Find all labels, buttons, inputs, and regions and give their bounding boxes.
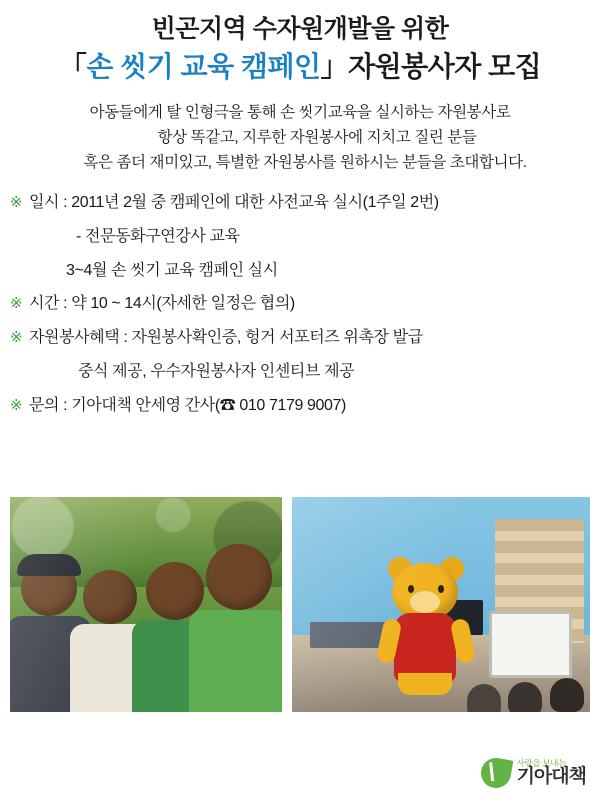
intro-paragraph <box>0 100 600 175</box>
info-item-schedule-sub-2: 3~4월 손 씻기 교육 캠페인 실시 <box>66 261 278 279</box>
info-item-benefits-sub-1: 중식 제공, 우수자원봉사자 인센티브 제공 <box>78 362 355 380</box>
whiteboard <box>489 611 572 677</box>
info-item-contact <box>10 394 582 419</box>
page-title-line2 <box>14 49 586 85</box>
child-figure <box>21 560 77 712</box>
info-list <box>0 191 600 419</box>
audience-child <box>550 678 584 712</box>
info-item-time-text: 시간 : 약 10 ~ 14시(자세한 일정은 협의) <box>29 295 295 313</box>
photo-row <box>10 497 590 712</box>
bear-mascot <box>384 563 468 695</box>
title-bracket-open: 「 <box>58 51 87 83</box>
info-item-schedule-text: 일시 : 2011년 2월 중 캠페인에 대한 사전교육 실시(1주일 2번) <box>29 193 439 211</box>
bullet-mark-icon: ※ <box>10 329 23 347</box>
intro-line-2: 항상 똑같고, 지루한 자원봉사에 지치고 질린 분들 <box>157 128 477 146</box>
bullet-mark-icon: ※ <box>10 193 23 211</box>
child-figure <box>83 570 137 712</box>
title-tail: 」자원봉사자 모집 <box>320 51 542 83</box>
info-item-schedule <box>10 191 582 216</box>
logo-text-block <box>517 759 586 788</box>
page-title-line1: 빈곤지역 수자원개발을 위한 <box>151 15 449 43</box>
logo-tagline: 사랑을 보내는 <box>516 757 567 768</box>
audience-child <box>467 684 501 712</box>
child-figure <box>206 544 272 712</box>
logo-name: 기아대책 <box>516 766 586 788</box>
info-item-schedule-sub-1: - 전문동화구연강사 교육 <box>76 227 240 245</box>
intro-line-1: 아동들에게 탈 인형극을 통해 손 씻기교육을 실시하는 자원봉사로 <box>89 103 511 121</box>
organization-logo <box>481 758 586 788</box>
info-item-contact-text: 문의 : 기아대책 안세영 간사(☎ 010 7179 9007) <box>29 396 346 414</box>
photo-children <box>10 497 282 712</box>
bullet-mark-icon: ※ <box>10 396 23 414</box>
title-block <box>0 0 600 86</box>
title-campaign-name: 손 씻기 교육 캠페인 <box>86 51 321 83</box>
info-item-benefits-text: 자원봉사혜택 : 자원봉사확인증, 헝거 서포터즈 위촉장 발급 <box>29 329 423 347</box>
intro-line-3: 혹은 좀더 재미있고, 특별한 자원봉사를 원하시는 분들을 초대합니다. <box>83 153 527 171</box>
info-item-benefits <box>10 326 582 351</box>
bullet-mark-icon: ※ <box>10 295 23 313</box>
leaf-icon <box>478 756 513 791</box>
audience-child <box>508 682 542 712</box>
info-item-time <box>10 292 582 317</box>
photo-classroom-mascot <box>292 497 590 712</box>
